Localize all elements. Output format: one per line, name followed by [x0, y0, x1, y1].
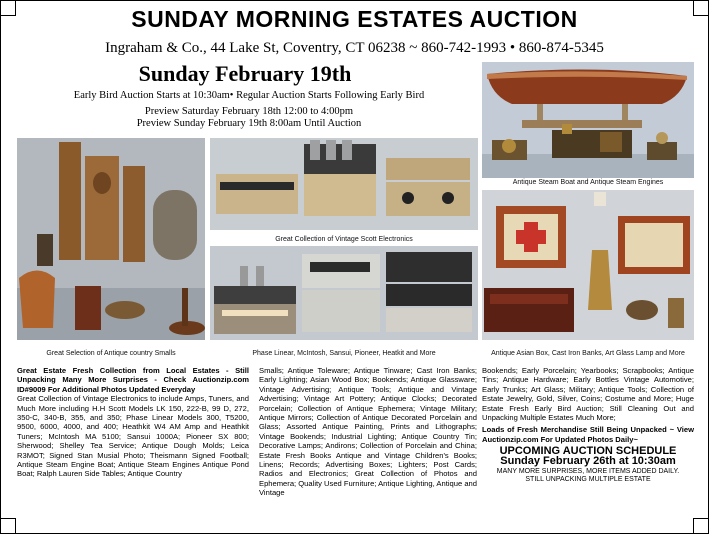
text-column-3: [482, 366, 694, 484]
schedule-note-1: MANY MORE SURPRISES, MORE ITEMS ADDED DAILY.: [496, 468, 680, 476]
preview-line-1: Preview Saturday February 18th 12:00 to 4:00pm: [144, 106, 354, 117]
column-2-body: Smalls; Antique Toleware; Antique Tinware; Cast Iron Banks; Early Lighting; Asian Wood Box; Bookends; Antique Glassware; Vintage Advertising; Antique Tools; Antique and Vintage Advertising; Vintage Art Pottery; Antique Clocks; Decorated Porcelain; Collection of Antique Ephemera; Vintage Military; Antique Mirrors; Collection of Antique Decorated Porcelain and Glass; Assorted Antique Painting, Prints and Lithographs; Vintage Bookends; Industrial Lighting; Antique Country Tin; Decorative Lamps; Andirons; Collection of Porcelain and China; Estate Fresh Books Antique and Vintage Children's Books; Linens; Records; Advertising Boxes; Lighters; Post Cards; Radios and Electronics; Great Collection of Photos and Ephemera; Quality Used Furniture; Antique Lighting, Antique and Vintage: [259, 366, 477, 498]
photo-country-smalls: [17, 138, 205, 340]
column-1-body: Great Collection of Vintage Electronics to include Amps, Tuners, and Much More including H.H Scott Models LK 150, 222-B, 99 D, 272, 350-C, 340-B, 355, and 350; Phase Linear Models 300, T5200, 9500, 6000, 4000, and 400; Heathkit W4 AM Amp and Heathkit Tuners; McIntosh MA 5100; Sansui 1000A; Pioneer SX 800; Sherwood; Shelley Tea Service; Antique Dough Molds; Leica R3MOT; Signed Stan Musial Photo; Theismann Signed Football; Antique Steam Engine Boat; Antique Steam Engines Antique Pond Boat; Ralph Lauren Side Tables; Antique Country: [17, 394, 249, 479]
schedule-date: Sunday February 26th at 10:30am: [500, 454, 676, 467]
page-title: SUNDAY MORNING ESTATES AUCTION: [131, 6, 578, 32]
text-column-1: [17, 366, 249, 479]
caption-country-smalls: Great Selection of Antique country Smalls: [46, 350, 176, 357]
caption-steam-boat: Antique Steam Boat and Antique Steam Engines: [512, 179, 664, 186]
photo-asian-box: [482, 190, 694, 340]
address-line: Ingraham & Co., 44 Lake St, Coventry, CT 06238 ~ 860-742-1993 • 860-874-5345: [105, 40, 604, 56]
column-3-body: Bookends; Early Porcelain; Yearbooks; Scrapbooks; Antique Tins; Antique Hardware; Early Bottles Vintage Automotive; Early Trunks; Art Glass; Military; Antique Tools; Collection of Estate Jewelry, Gold, Silver, Coins; Costume and More; Huge Estate Fresh Early Bird Auction; Still Cleaning Out and Unpacking Multiple Estates Much More;: [482, 366, 694, 423]
auction-date: Sunday February 19th: [138, 61, 352, 86]
early-bird-line: Early Bird Auction Starts at 10:30am• Regular Auction Starts Following Early Bird: [73, 90, 425, 101]
schedule-note-2: STILL UNPACKING MULTIPLE ESTATE: [525, 476, 651, 484]
caption-vintage-electronics: Phase Linear, McIntosh, Sansui, Pioneer, Heatkit and More: [252, 350, 436, 357]
preview-line-2: Preview Sunday February 19th 8:00am Until Auction: [136, 118, 362, 129]
corner-ornament: [693, 518, 708, 533]
photo-scott-electronics: [210, 138, 478, 230]
fresh-merchandise-note: Loads of Fresh Merchandise Still Being Unpacked ~ View Auctionzip.com For Updated Photos Daily~: [482, 425, 694, 444]
photo-vintage-electronics: [210, 246, 478, 340]
text-column-2: [259, 366, 477, 498]
schedule-title: UPCOMING AUCTION SCHEDULE: [499, 445, 677, 458]
lead-text: Great Estate Fresh Collection from Local Estates - Still Unpacking Many More Surprises - Check Auctionzip.com ID#9009 For Additional Photos Updated Everyday: [17, 366, 249, 394]
corner-ornament: [1, 518, 16, 533]
caption-asian-box: Antique Asian Box, Cast Iron Banks, Art Glass Lamp and More: [491, 350, 685, 357]
photo-steam-boat: [482, 62, 694, 178]
caption-scott-electronics: Great Collection of Vintage Scott Electronics: [275, 236, 413, 243]
